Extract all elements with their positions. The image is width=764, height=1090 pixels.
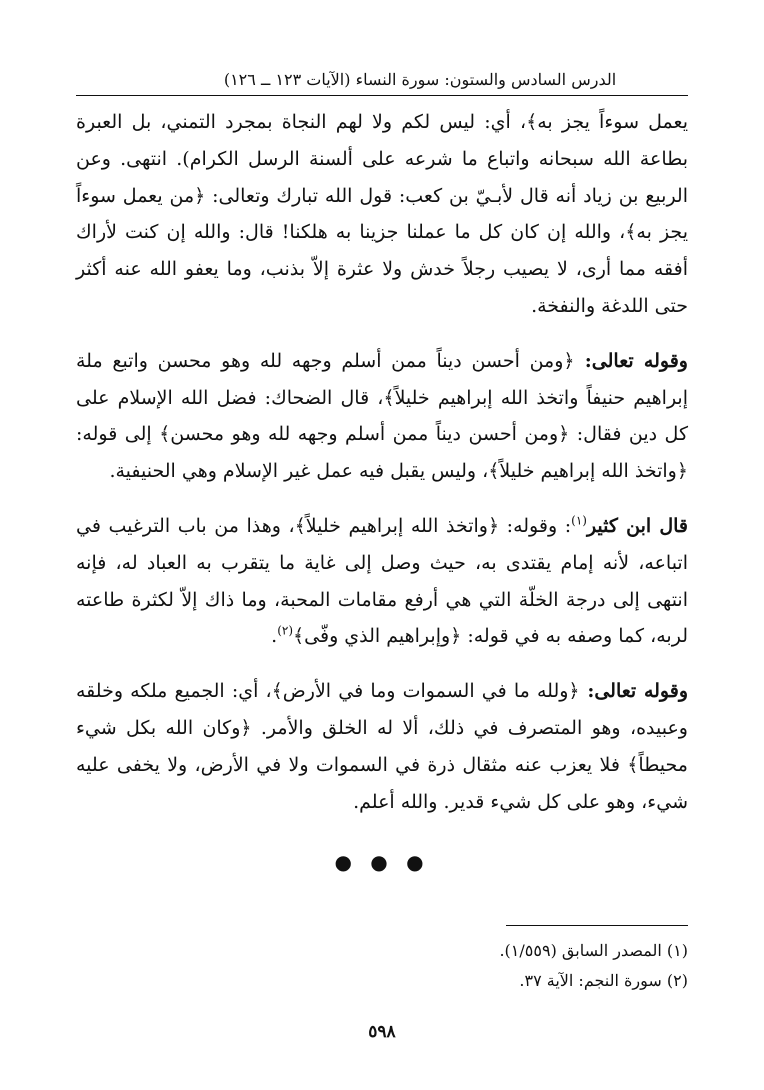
paragraph-4 <box>76 673 688 820</box>
footnote-text: سورة النجم: الآية ٣٧. <box>519 971 662 990</box>
footnote-2 <box>76 966 688 996</box>
footnotes <box>76 936 688 996</box>
paragraph-text: يعمل سوءاً يجز به﴾، أي: ليس لكم ولا لهم النجاة بمجرد التمني، بل العبرة بطاعة الله سبحانه واتباع ما شرعه على ألسنة الرسل الكرام). انتهى. وعن الربيع بن زياد أنه قال لأبـيّ بن كعب: قول الله تبارك وتعالى: ﴿من يعمل سوءاً يجز به﴾، والله إن كان كل ما عملنا جزينا به هلكنا! قال: والله إن كنت لأراك أفقه مما أرى، لا يصيب رجلاً خدش ولا عثرة إلاّ بذنب، وما يعفو الله عنه أكثر حتى اللدغة والنفخة. <box>76 111 688 317</box>
running-header: الدرس السادس والستون: سورة النساء (الآيات ١٢٣ ــ ١٢٦) <box>223 70 617 89</box>
paragraph-text: : وقوله: ﴿واتخذ الله إبراهيم خليلاً﴾، وهذا من باب الترغيب في اتباعه، لأنه إمام يقتدى به، حيث وصل إلى غاية ما يتقرب به العباد له، فإنه انتهى إلى درجة الخلّة التي هي أرفع مقامات المحبة، وما ذاك إلاّ لكثرة طاعته لربه، كما وصفه به في قوله: ﴿وإبراهيم الذي وفّى﴾ <box>76 514 688 648</box>
paragraph-2 <box>76 343 688 490</box>
main-text <box>76 104 688 820</box>
footnote-marker: (١) <box>666 941 688 960</box>
paragraph-text: ﴿ومن أحسن ديناً ممن أسلم وجهه لله وهو محسن واتبع ملة إبراهيم حنيفاً واتخذ الله إبراهيم خليلاً﴾، قال الضحاك: فضل الله الإسلام على كل دين فقال: ﴿ومن أحسن ديناً ممن أسلم وجهه لله وهو محسن﴾ إلى قوله: ﴿واتخذ الله إبراهيم خليلاً﴾، وليس يقبل فيه عمل غير الإسلام وهي الحنيفية. <box>76 349 688 483</box>
footnote-1 <box>76 936 688 966</box>
paragraph-lead: قال ابن كثير <box>586 514 688 537</box>
footnote-ref-2: (٢) <box>277 624 294 639</box>
header-divider <box>76 95 688 96</box>
paragraph-1 <box>76 104 688 325</box>
footnote-ref-1: (١) <box>571 513 587 528</box>
paragraph-text: ﴿ولله ما في السموات وما في الأرض﴾، أي: الجميع ملكه وخلقه وعبيده، وهو المتصرف في ذلك، ألا له الخلق والأمر. ﴿وكان الله بكل شيء محيطاً﴾ فلا يعزب عنه مثقال ذرة في السموات ولا في الأرض، ولا يخفى عليه شيء، وهو على كل شيء قدير. والله أعلم. <box>76 680 688 813</box>
section-ornament: ● ● ● <box>334 850 430 874</box>
paragraph-lead: وقوله تعالى: <box>579 680 688 703</box>
paragraph-end: . <box>271 625 278 648</box>
footnote-text: المصدر السابق (١/٥٥٩). <box>499 941 662 960</box>
paragraph-3 <box>76 508 688 655</box>
paragraph-lead: وقوله تعالى: <box>574 349 688 372</box>
footnote-marker: (٢) <box>666 971 688 990</box>
footnote-divider <box>506 925 688 926</box>
page-number: ٥٩٨ <box>368 1022 396 1042</box>
